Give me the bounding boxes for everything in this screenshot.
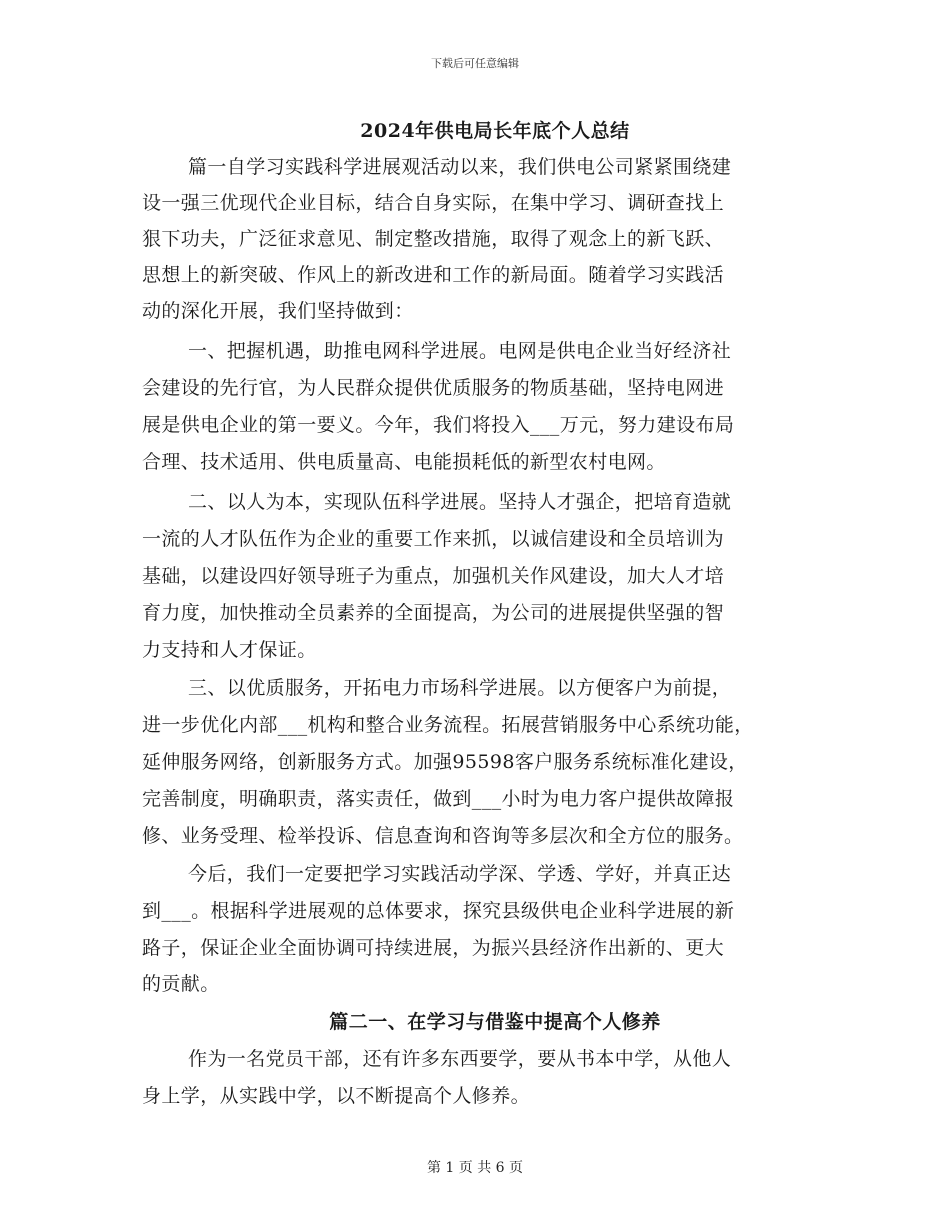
- paragraph-line: 展是供电企业的第一要义。今年，我们将投入___万元，努力建设布局: [142, 414, 735, 436]
- paragraph-line: 的贡献。: [142, 973, 220, 995]
- header-note: 下载后可任意编辑: [431, 57, 519, 70]
- paragraph-line: 动的深化开展，我们坚持做到：: [142, 300, 414, 322]
- paragraph-line: 力支持和人才保证。: [142, 639, 317, 661]
- paragraph-line: 一流的人才队伍作为企业的重要工作来抓，以诚信建设和全员培训为: [142, 528, 725, 550]
- paragraph-line: 完善制度，明确职责，落实责任，做到___小时为电力客户提供故障报: [142, 788, 735, 810]
- paragraph-line: 基础，以建设四好领导班子为重点，加强机关作风建设，加大人才培: [142, 565, 725, 587]
- section-title: 篇二一、在学习与借鉴中提高个人修养: [329, 1011, 661, 1033]
- page-footer: 第 1 页 共 6 页: [426, 1160, 524, 1176]
- paragraph-line: 思想上的新突破、作风上的新改进和工作的新局面。随着学习实践活: [142, 264, 725, 286]
- paragraph-line: 修、业务受理、检举投诉、信息查询和咨询等多层次和全方位的服务。: [142, 825, 744, 847]
- paragraph-line: 到___。根据科学进展观的总体要求，探究县级供电企业科学进展的新: [142, 900, 735, 922]
- paragraph-line: 二、以人为本，实现队伍科学进展。坚持人才强企，把培育造就: [188, 491, 732, 513]
- paragraph-line: 设一强三优现代企业目标，结合自身实际，在集中学习、调研查找上: [142, 192, 725, 214]
- paragraph-line: 身上学，从实践中学，以不断提高个人修养。: [142, 1085, 531, 1107]
- paragraph-line: 今后，我们一定要把学习实践活动学深、学透、学好，并真正达: [188, 863, 732, 885]
- document-title: 2024年供电局长年底个人总结: [360, 120, 630, 142]
- paragraph-line: 三、以优质服务，开拓电力市场科学进展。以方便客户为前提，: [188, 677, 732, 699]
- paragraph-line: 狠下功夫，广泛征求意见、制定整改措施，取得了观念上的新飞跃、: [142, 228, 725, 250]
- paragraph-line: 合理、技术适用、供电质量高、电能损耗低的新型农村电网。: [142, 451, 666, 473]
- paragraph-line: 作为一名党员干部，还有许多东西要学，要从书本中学，从他人: [188, 1048, 732, 1070]
- paragraph-line: 路子，保证企业全面协调可持续进展，为振兴县经济作出新的、更大: [142, 937, 725, 959]
- paragraph-line: 育力度，加快推动全员素养的全面提高，为公司的进展提供坚强的智: [142, 602, 725, 624]
- paragraph-line: 进一步优化内部___机构和整合业务流程。拓展营销服务中心系统功能，: [142, 714, 754, 736]
- paragraph-line: 一、把握机遇，助推电网科学进展。电网是供电企业当好经济社: [188, 340, 732, 362]
- paragraph-line: 延伸服务网络，创新服务方式。加强95598客户服务系统标准化建设，: [142, 751, 748, 773]
- paragraph-line: 会建设的先行官，为人民群众提供优质服务的物质基础，坚持电网进: [142, 377, 725, 399]
- paragraph-line: 篇一自学习实践科学进展观活动以来，我们供电公司紧紧围绕建: [188, 156, 732, 178]
